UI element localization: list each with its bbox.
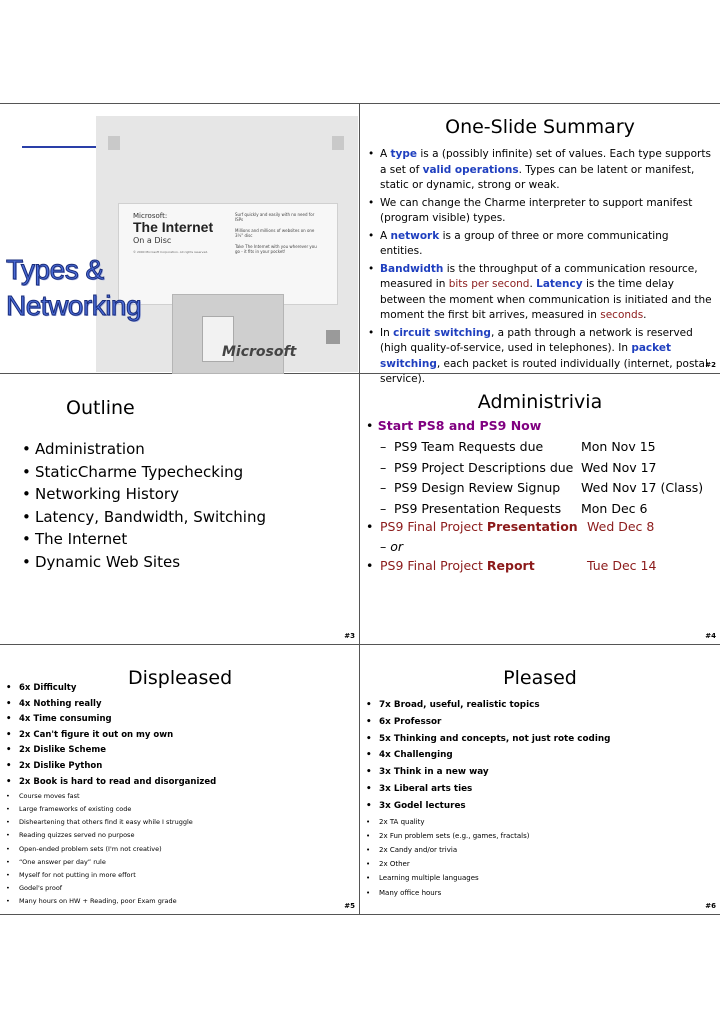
floppy-bullet-3: Take The Internet with you wherever you go - it fits in your pocket! <box>235 244 317 254</box>
summary-item-switching: • In circuit switching, a path through a network is reserved (high quality-of-service, used in telephones). In packet switching, each packet is routed individually (internet, postal service). <box>368 326 708 385</box>
admin-start: • Start PS8 and PS9 Now <box>366 418 542 433</box>
summary-item-type: • A type is a (possibly infinite) set of values. Each type supports a set of valid operations. Types can be latent or manifest, static or dynamic, strong or weak. <box>368 148 711 191</box>
displeased-item: • 2x Can't figure it out on my own <box>6 729 174 740</box>
summary-item-charme: • We can change the Charme interpreter to support manifest (program visible) types. <box>368 196 693 224</box>
outline-list <box>22 438 266 574</box>
slide-4 <box>360 374 720 644</box>
slide-6-number: #6 <box>705 902 716 910</box>
slide-4-title: Administrivia <box>477 391 603 413</box>
slide-5-number: #5 <box>344 902 355 910</box>
slide-1-title-line1: Types & <box>6 254 104 285</box>
pleased-item: • 4x Challenging <box>366 750 453 761</box>
slide-3-number: #3 <box>344 632 355 640</box>
admin-row: – PS9 Team Requests due Mon Nov 15 <box>380 439 656 454</box>
displeased-item: • Myself for not putting in more effort <box>6 870 136 879</box>
pleased-item: • 2x Other <box>366 860 410 869</box>
floppy-hole <box>326 330 340 344</box>
outline-bullets: • • • • • • <box>22 440 31 571</box>
displeased-item: • Godel's proof <box>6 883 63 892</box>
slide-3-title: Outline <box>66 397 135 419</box>
floppy-write-protect <box>108 136 120 150</box>
floppy-fineprint: © 2000 Microsoft Corporation. All rights reserved. <box>133 250 209 254</box>
displeased-item: • Course moves fast <box>6 792 80 801</box>
pleased-item: • 3x Liberal arts ties <box>366 783 473 794</box>
displeased-item: • Open-ended problem sets (I'm not creative) <box>6 844 162 853</box>
admin-row: – PS9 Presentation Requests Mon Dec 6 <box>380 500 648 516</box>
slide-2-title: One-Slide Summary <box>445 116 635 138</box>
slide-1 <box>0 104 359 373</box>
admin-row: – PS9 Project Descriptions due Wed Nov 17 <box>380 459 657 475</box>
summary-item-bandwidth: • Bandwidth is the throughput of a communication resource, measured in bits per second. Latency is the time delay between the moment when communication is initiated and the moment the first bit arrives, measured in seconds. <box>368 262 712 321</box>
pleased-item: • 3x Think in a new way <box>366 767 489 778</box>
admin-final-report: • PS9 Final Project Report Tue Dec 14 <box>366 558 657 573</box>
slide-4-number: #4 <box>705 632 716 640</box>
outline-item: StaticCharme Typechecking <box>35 462 244 481</box>
admin-final-presentation: • PS9 Final Project Presentation Wed Dec 8 <box>366 519 655 534</box>
displeased-item: • 4x Nothing really <box>6 698 102 709</box>
displeased-item: • Reading quizzes served no purpose <box>6 831 135 840</box>
slide-6 <box>360 645 720 914</box>
floppy-label <box>118 203 338 305</box>
displeased-list <box>6 681 306 908</box>
admin-rows <box>380 437 703 519</box>
floppy-product: The Internet <box>133 219 214 235</box>
displeased-item: • Many hours on HW + Reading, poor Exam grade <box>6 896 177 905</box>
outline-item: Networking History <box>35 485 179 504</box>
displeased-item: • Disheartening that others find it easy while I struggle <box>6 818 193 827</box>
slide-5-title: Displeased <box>128 667 233 689</box>
outline-item: Latency, Bandwidth, Switching <box>35 507 267 526</box>
floppy-disk-image <box>96 116 358 372</box>
outline-item: Administration <box>35 440 145 458</box>
floppy-subtitle: On a Disc <box>133 236 172 245</box>
pleased-item: • 7x Broad, useful, realistic topics <box>366 700 540 710</box>
slide-2-number: #2 <box>705 361 716 369</box>
pleased-item: • Learning multiple languages <box>366 874 479 883</box>
admin-row: – PS9 Design Review Signup Wed Nov 17 (Class) <box>380 480 704 495</box>
pleased-item: • 2x Candy and/or trivia <box>366 845 458 854</box>
floppy-notch <box>332 136 344 150</box>
slide-1-title-line2: Networking <box>6 290 142 321</box>
displeased-item: • 2x Dislike Python <box>6 760 103 771</box>
outline-item: The Internet <box>35 530 128 549</box>
grid-line-h4 <box>0 914 720 915</box>
summary-list <box>368 147 713 388</box>
pleased-item: • 6x Professor <box>366 716 442 727</box>
floppy-brand: Microsoft <box>222 344 297 360</box>
slide-2 <box>360 104 720 385</box>
floppy-bullet-1: Surf quickly and easily with no need for ISPs <box>235 212 315 222</box>
displeased-item: • Large frameworks of existing code <box>6 805 132 814</box>
floppy-microsoft: Microsoft: <box>133 212 168 220</box>
displeased-item: • 2x Book is hard to read and disorganized <box>6 776 217 787</box>
displeased-item: • 6x Difficulty <box>6 683 77 693</box>
displeased-item: • “One answer per day” rule <box>6 857 106 866</box>
slide-3 <box>0 374 359 644</box>
displeased-item: • 4x Time consuming <box>6 714 112 725</box>
title-rule <box>22 146 98 148</box>
pleased-list <box>366 697 706 900</box>
admin-or: – or <box>380 539 404 554</box>
displeased-item: • 2x Dislike Scheme <box>6 745 106 756</box>
floppy-bullet-2: Millions and millions of websites on one 3½" disc <box>235 228 315 238</box>
pleased-item: • 2x TA quality <box>366 817 425 826</box>
pleased-item: • 2x Fun problem sets (e.g., games, fractals) <box>366 831 530 840</box>
summary-item-network: • A network is a group of three or more communicating entities. <box>368 229 669 257</box>
pleased-item: • 3x Godel lectures <box>366 800 466 811</box>
slide-6-title: Pleased <box>503 667 577 689</box>
outline-item: Dynamic Web Sites <box>35 552 181 571</box>
pleased-item: • Many office hours <box>366 888 442 897</box>
pleased-item: • 5x Thinking and concepts, not just rote coding <box>366 733 611 744</box>
slide-5 <box>0 645 359 914</box>
